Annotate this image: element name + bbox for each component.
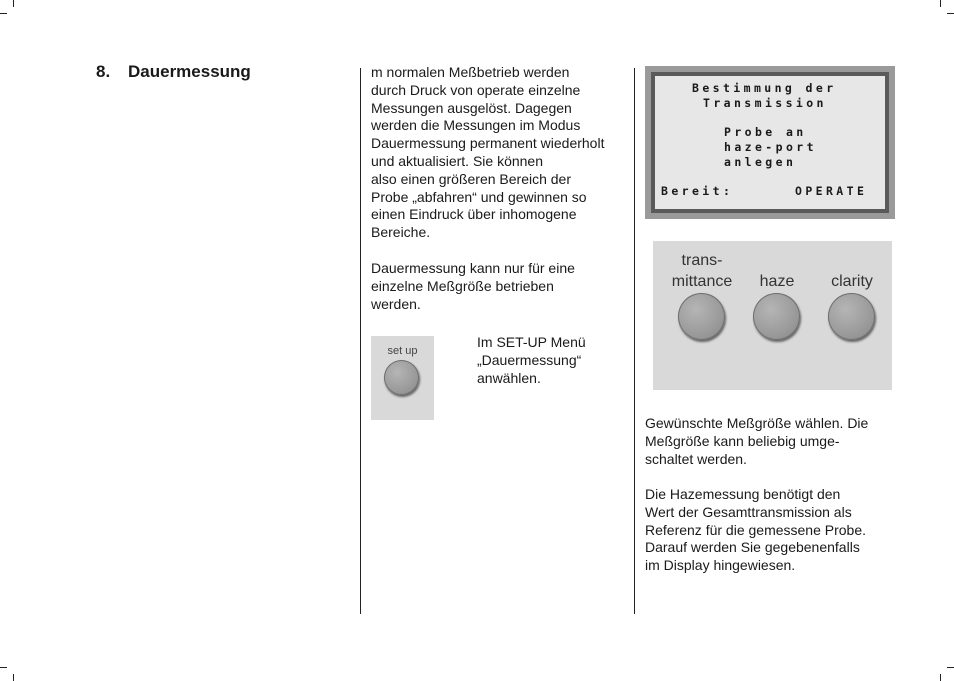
lcd-screen <box>655 76 885 209</box>
intro-paragraph: m normalen Meßbetrieb werden durch Druck von operate einzelne Messungen ausgelöst. Dagegen werden die Messungen im Modus Dauermessung permanent wiederholt und aktualisiert. Sie können also einen größeren Bereich der Probe „abfahren“ und gewinnen so einen Eindruck über inhomogene Bereiche. <box>371 64 605 241</box>
setup-button[interactable] <box>384 360 419 395</box>
crop-mark-bottom-right-h <box>947 667 954 668</box>
setup-key-label: set up <box>387 345 418 357</box>
restriction-paragraph: Dauermessung kann nur für eine einzelne Meßgröße betrieben werden. <box>371 260 575 312</box>
lcd-line-2: Transmission <box>703 96 827 110</box>
clarity-key-label: clarity <box>831 273 873 290</box>
lcd-bezel <box>651 72 889 213</box>
lcd-status-label: Bereit: <box>661 184 734 198</box>
section-title: Dauermessung <box>128 62 251 81</box>
crop-mark-top-right-h <box>947 13 954 14</box>
crop-mark-bottom-right-v <box>940 674 941 681</box>
clarity-button[interactable] <box>828 293 875 340</box>
column-divider-left <box>360 68 361 614</box>
lcd-line-5: anlegen <box>724 155 797 169</box>
crop-mark-top-right-v <box>940 0 941 7</box>
lcd-line-3: Probe an <box>724 125 807 139</box>
setup-instruction: Im SET-UP Menü „Dauermessung“ anwählen. <box>477 334 586 386</box>
lcd-status-value: OPERATE <box>795 184 868 198</box>
haze-key-label: haze <box>759 273 795 290</box>
lcd-line-4: haze-port <box>724 140 817 154</box>
lcd-line-1: Bestimmung der <box>692 81 837 95</box>
select-quantity-paragraph: Gewünschte Meßgröße wählen. Die Meßgröße kann beliebig umge- schaltet werden. <box>645 415 869 467</box>
haze-reference-paragraph: Die Hazemessung benötigt den Wert der Gesamttransmission als Referenz für die gemessene Probe. Darauf werden Sie gegebenenfalls im Display hingewiesen. <box>645 486 867 574</box>
lcd-display <box>645 66 895 219</box>
crop-mark-bottom-left-h <box>0 667 7 668</box>
transmittance-key-label: trans- mittance <box>671 252 733 290</box>
transmittance-button[interactable] <box>678 293 725 340</box>
column-divider-right <box>634 68 635 614</box>
crop-mark-top-left-v <box>13 0 14 7</box>
section-heading <box>96 62 251 82</box>
setup-key-panel <box>371 336 434 420</box>
haze-button[interactable] <box>753 293 800 340</box>
crop-mark-top-left-h <box>0 13 7 14</box>
section-number: 8. <box>96 62 111 81</box>
crop-mark-bottom-left-v <box>13 674 14 681</box>
measure-keys-panel <box>653 241 892 390</box>
